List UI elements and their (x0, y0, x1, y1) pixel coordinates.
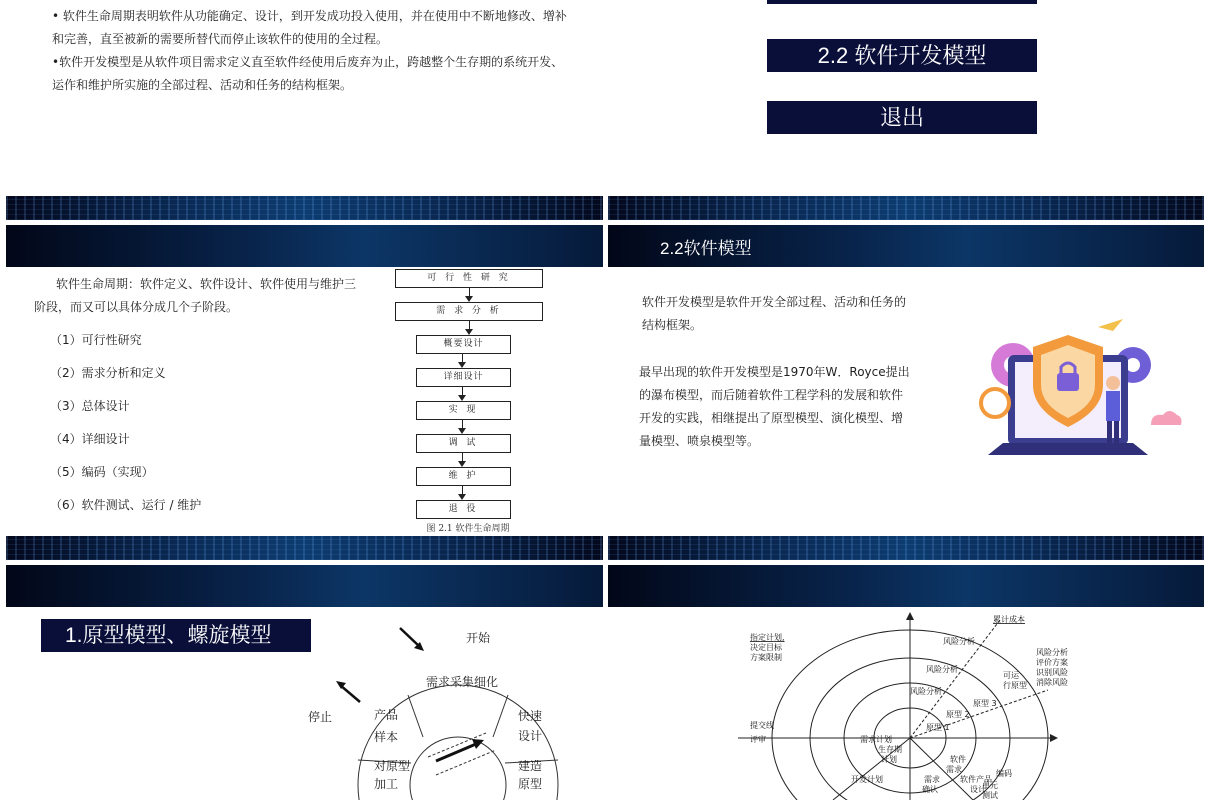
slide-header (6, 225, 603, 267)
svg-text:需求: 需求 (946, 765, 962, 774)
decorative-band (608, 196, 1204, 220)
flow-connector (469, 288, 470, 296)
security-illustration (963, 315, 1183, 475)
spiral-model-diagram (738, 610, 1068, 800)
list-item: （3）总体设计 (50, 399, 130, 413)
lifecycle-intro: 软件生命周期：软件定义、软件设计、软件使用与维护三阶段，而又可以具体分成几个子阶段。 (34, 277, 357, 314)
lock-icon (1057, 373, 1079, 391)
flow-box: 维 护 (416, 467, 511, 486)
svg-text:方案限制: 方案限制 (750, 653, 782, 662)
list-item: （2）需求分析和定义 (50, 366, 166, 380)
svg-text:风险分析: 风险分析 (926, 665, 958, 674)
laptop-base-icon (988, 443, 1148, 455)
svg-text:识别风险: 识别风险 (1036, 668, 1068, 677)
segment-label: 对原型 (374, 759, 411, 773)
slide-software-models (608, 225, 1204, 560)
segment-label: 设计 (518, 729, 543, 743)
slide-prototype-model (6, 565, 603, 800)
list-item: （6）软件测试、运行 / 维护 (50, 498, 202, 512)
svg-text:计划: 计划 (881, 755, 897, 764)
flow-box: 退 役 (416, 500, 511, 519)
svg-text:消除风险: 消除风险 (1036, 678, 1068, 687)
svg-text:测试: 测试 (982, 791, 998, 800)
cycle-inner-ring (410, 737, 506, 800)
segment-label: 快速 (518, 709, 543, 723)
stop-arrow (340, 685, 360, 702)
slide-title: 2.2软件模型 (660, 239, 752, 258)
svg-text:设计: 设计 (970, 785, 986, 794)
exit-button[interactable]: 退出 (767, 101, 1037, 134)
svg-text:软件产品: 软件产品 (960, 775, 992, 784)
paragraph-dev-model: •软件开发模型是从软件项目需求定义直至软件经使用后废弃为止，跨越整个生存期的系统开发、运作和维护所实施的全部过程、活动和任务的结构框架。 (52, 55, 564, 92)
flow-box: 需 求 分 析 (395, 302, 543, 321)
flow-connector (462, 387, 463, 395)
paragraph-model-definition: 软件开发模型是软件开发全部过程、活动和任务的结构框架。 (642, 295, 907, 332)
stop-label: 停止 (308, 710, 333, 724)
slide-navigation (608, 0, 1204, 220)
svg-text:原型 3: 原型 3 (973, 699, 997, 708)
segment-label: 加工 (374, 777, 399, 791)
slide-lifecycle-phases (6, 225, 603, 560)
list-item: （5）编码（实现） (50, 465, 154, 479)
svg-text:生存期: 生存期 (878, 745, 902, 754)
flow-box: 调 试 (416, 434, 511, 453)
prototype-cycle-diagram (296, 615, 596, 800)
svg-text:提交线: 提交线 (750, 721, 774, 730)
list-item: （1）可行性研究 (50, 333, 142, 347)
svg-text:指定计划,: 指定计划, (750, 633, 785, 642)
svg-text:确认: 确认 (922, 785, 938, 794)
flow-connector (462, 420, 463, 428)
decorative-band (6, 536, 603, 560)
slide-header (6, 565, 603, 607)
svg-text:评审: 评审 (750, 735, 766, 744)
start-label: 开始 (466, 631, 491, 645)
svg-text:需求计划: 需求计划 (860, 735, 892, 744)
flow-box: 可 行 性 研 究 (395, 269, 543, 288)
nav-button-partial[interactable] (767, 0, 1037, 4)
slide-title-box: 1.原型模型、螺旋模型 (41, 619, 311, 652)
svg-text:原型 2: 原型 2 (946, 710, 970, 719)
svg-text:开发计划: 开发计划 (851, 775, 883, 784)
svg-text:风险分析: 风险分析 (1036, 648, 1068, 657)
decorative-band (608, 536, 1204, 560)
flow-connector (462, 486, 463, 494)
list-item: （4）详细设计 (50, 432, 130, 446)
flow-connector (462, 453, 463, 461)
magnifier-icon (981, 389, 1009, 417)
segment-label: 需求采集细化 (426, 675, 499, 689)
slide-header (608, 565, 1204, 607)
svg-text:行原型: 行原型 (1003, 681, 1027, 690)
svg-text:单元: 单元 (982, 781, 998, 790)
svg-text:原型 1: 原型 1 (926, 723, 950, 732)
segment-label: 建造 (518, 759, 543, 773)
flow-box: 详细设计 (416, 368, 511, 387)
start-arrow (400, 628, 420, 647)
flowchart-caption: 图 2.1 软件生命周期 (426, 524, 510, 534)
segment-label: 产品 (374, 708, 399, 722)
software-dev-model-button[interactable]: 2.2 软件开发模型 (767, 39, 1037, 72)
slide-spiral-model (608, 565, 1204, 800)
svg-text:需求: 需求 (924, 775, 940, 784)
segment-label: 样本 (374, 730, 399, 744)
flow-connector (469, 321, 470, 329)
slide-lifecycle-definition (6, 0, 603, 220)
cycle-arrow (436, 744, 476, 761)
svg-text:风险分析: 风险分析 (910, 687, 942, 696)
svg-text:决定目标: 决定目标 (750, 643, 782, 652)
svg-text:累计成本: 累计成本 (993, 615, 1025, 624)
segment-label: 原型 (518, 777, 543, 791)
svg-text:编码: 编码 (996, 769, 1012, 778)
decorative-band (6, 196, 603, 220)
svg-text:软件: 软件 (950, 755, 966, 764)
svg-text:风险分析: 风险分析 (943, 637, 975, 646)
svg-text:评价方案: 评价方案 (1036, 658, 1068, 667)
paragraph-lifecycle: • 软件生命周期表明软件从功能确定、设计，到开发成功投入使用，并在使用中不断地修改、增补和完善，直至被新的需要所替代而停止该软件的使用的全过程。 (52, 9, 567, 46)
flow-box: 实 现 (416, 401, 511, 420)
paragraph-model-history: 最早出现的软件开发模型是1970年W．Royce提出的瀑布模型，而后随着软件工程学科的发展和软件开发的实践，相继提出了原型模型、演化模型、增量模型、喷泉模型等。 (639, 365, 910, 448)
paper-plane-icon (1098, 319, 1123, 331)
flow-box: 概要设计 (416, 335, 511, 354)
svg-text:可运: 可运 (1003, 671, 1019, 680)
flow-connector (462, 354, 463, 362)
cloud-icon (1151, 411, 1182, 425)
